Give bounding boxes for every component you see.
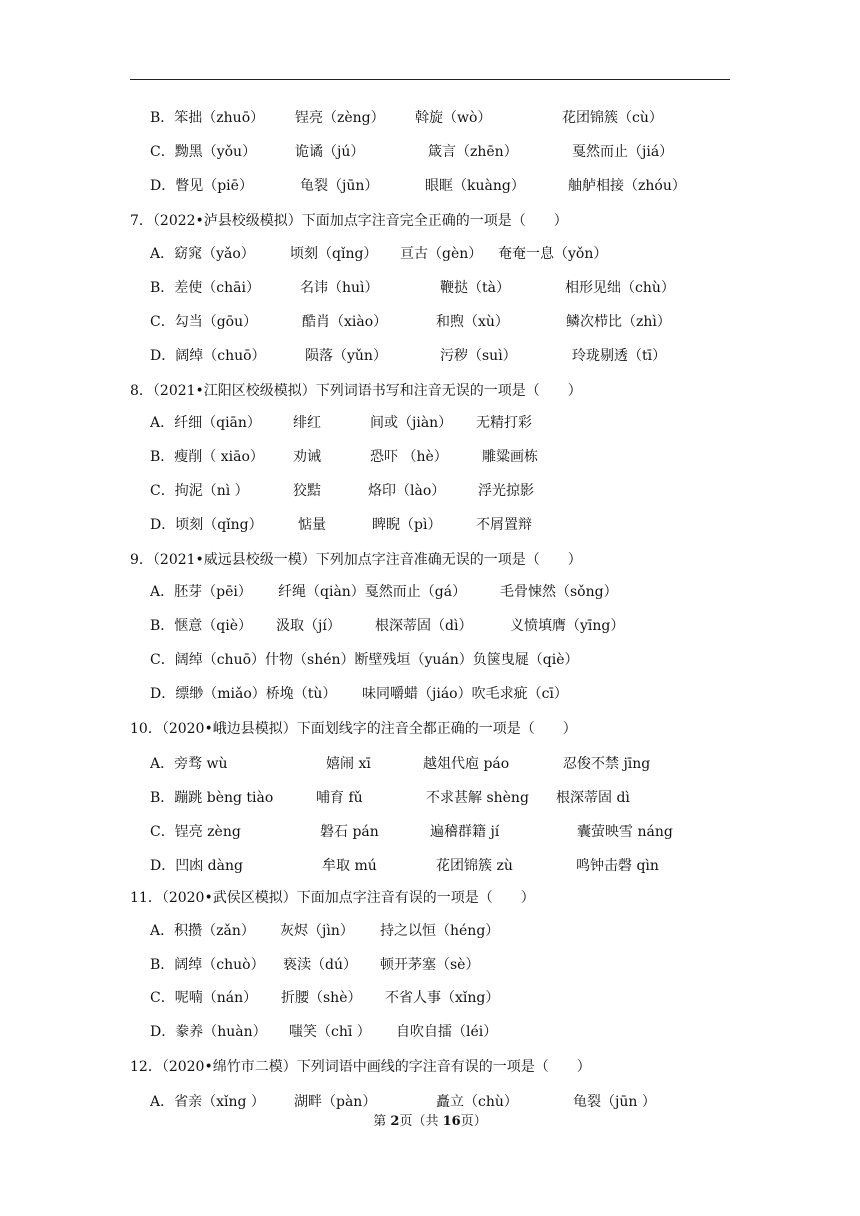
q10-b-1: B．蹦跳 bèng tiào bbox=[150, 790, 274, 806]
q10-c-2: 磐石 pán bbox=[320, 824, 379, 840]
q12-a-1: A．省亲（xǐng ） bbox=[150, 1094, 265, 1110]
q11-d-3: 自吹自擂（léi） bbox=[396, 1024, 498, 1040]
q10-d-3: 花团锦簇 zù bbox=[436, 858, 513, 874]
q7-b-3: 鞭挞（tà） bbox=[440, 280, 510, 296]
q11-c-1: C．呢喃（nán） bbox=[150, 990, 258, 1006]
q8-a-4: 无精打彩 bbox=[476, 415, 532, 431]
q7-a-4: 奄奄一息（yǒn） bbox=[498, 246, 608, 262]
q7-d-3: 污秽（suì） bbox=[440, 348, 517, 364]
q10-c-3: 遍稽群籍 jí bbox=[430, 824, 500, 840]
q8-d-1: D．顷刻（qǐng） bbox=[150, 517, 263, 533]
q7-a-3: 亘古（gèn） bbox=[400, 246, 483, 262]
q7-d-1: D．阔绰（chuō） bbox=[150, 348, 266, 364]
q11-a-2: 灰烬（jìn） bbox=[280, 923, 354, 939]
q11-d-1: D．豢养（huàn） bbox=[150, 1024, 267, 1040]
footer-mid: 页（共 bbox=[399, 1114, 443, 1129]
q11-d-2: 嗤笑（chī ） bbox=[289, 1024, 371, 1040]
q9-a-1: A．胚芽（pēi） bbox=[150, 584, 252, 600]
q11-c-3: 不省人事（xǐng） bbox=[385, 990, 500, 1006]
q9-b-4: 义愤填膺（yīng） bbox=[510, 618, 625, 634]
q6-b-4: 花团锦簇（cù） bbox=[562, 110, 663, 126]
q8-a-2: 绯红 bbox=[293, 415, 321, 431]
footer-pre: 第 bbox=[373, 1114, 391, 1129]
q7-stem: 7．（2022•泸县校级模拟）下面加点字注音完全正确的一项是（ ） bbox=[130, 213, 568, 229]
q10-b-2: 哺育 fǔ bbox=[316, 790, 363, 806]
q9-a-3: 毛骨悚然（sǒng） bbox=[500, 584, 618, 600]
q6-b-1: B．笨拙（zhuō） bbox=[150, 110, 265, 126]
footer-total-pages: 16 bbox=[442, 1114, 461, 1129]
q8-d-4: 不屑置辩 bbox=[476, 517, 532, 533]
q8-c-1: C．拘泥（nì ） bbox=[150, 483, 249, 499]
q8-b-1: B．瘦削（ xiāo） bbox=[150, 449, 264, 465]
q7-b-1: B．差使（chāi） bbox=[150, 280, 260, 296]
q10-c-1: C．锃亮 zèng bbox=[150, 824, 241, 840]
q7-d-4: 玲珑剔透（tī） bbox=[572, 348, 667, 364]
q8-d-3: 睥睨（pì） bbox=[372, 517, 442, 533]
footer-post: 页） bbox=[460, 1114, 487, 1129]
q9-b-1: B．惬意（qiè） bbox=[150, 618, 253, 634]
q11-c-2: 折腰（shè） bbox=[281, 990, 362, 1006]
q12-a-2: 湖畔（pàn） bbox=[294, 1094, 377, 1110]
q8-c-3: 烙印（lào） bbox=[368, 483, 446, 499]
q7-c-3: 和煦（xù） bbox=[436, 314, 509, 330]
q8-d-2: 惦量 bbox=[298, 517, 326, 533]
q7-b-2: 名讳（huì） bbox=[300, 280, 379, 296]
q10-a-1: A．旁骛 wù bbox=[150, 756, 228, 772]
q9-stem: 9．（2021•威远县校级一模）下列加点字注音准确无误的一项是（ ） bbox=[130, 552, 582, 568]
q6-c-2: 诡谲（jú） bbox=[295, 144, 365, 160]
q7-c-2: 酷肖（xiào） bbox=[302, 314, 388, 330]
q10-stem: 10．（2020•峨边县模拟）下面划线字的注音全都正确的一项是（ ） bbox=[130, 721, 577, 737]
q8-c-4: 浮光掠影 bbox=[478, 483, 534, 499]
q6-d-1: D．瞥见（piē） bbox=[150, 178, 253, 194]
q6-b-3: 斡旋（wò） bbox=[415, 110, 492, 126]
q11-b-3: 顿开茅塞（sè） bbox=[380, 957, 480, 973]
q9-d-1: D．缥缈（miǎo）桥堍（tù） bbox=[150, 686, 337, 702]
q10-a-2: 嬉闹 xī bbox=[326, 756, 371, 772]
q6-c-4: 戛然而止（jiá） bbox=[572, 144, 674, 160]
q10-d-4: 鸣钟击磬 qìn bbox=[576, 858, 659, 874]
q7-a-1: A．窈窕（yǎo） bbox=[150, 246, 255, 262]
q6-d-4: 舳舻相接（zhóu） bbox=[568, 178, 686, 194]
q7-d-2: 陨落（yǔn） bbox=[305, 348, 387, 364]
header-rule bbox=[130, 79, 730, 80]
q8-b-4: 雕粱画栋 bbox=[482, 449, 538, 465]
q6-d-3: 眼眶（kuàng） bbox=[425, 178, 525, 194]
q11-a-3: 持之以恒（héng） bbox=[380, 923, 500, 939]
q7-c-1: C．勾当（gōu） bbox=[150, 314, 258, 330]
q11-b-2: 亵渎（dú） bbox=[283, 957, 357, 973]
q6-c-3: 箴言（zhēn） bbox=[428, 144, 518, 160]
q8-stem: 8．（2021•江阳区校级模拟）下列词语书写和注音无误的一项是（ ） bbox=[130, 383, 582, 399]
q8-a-3: 间或（jiàn） bbox=[370, 415, 453, 431]
page-footer bbox=[0, 1110, 860, 1129]
q7-a-2: 顷刻（qǐng） bbox=[290, 246, 378, 262]
q6-c-1: C．黝黑（yǒu） bbox=[150, 144, 257, 160]
q10-b-4: 根深蒂固 dì bbox=[556, 790, 630, 806]
q8-a-1: A．纤细（qiān） bbox=[150, 415, 261, 431]
q10-c-4: 囊萤映雪 náng bbox=[577, 824, 673, 840]
q9-d-2: 味同嚼蜡（jiáo）吹毛求疵（cī） bbox=[362, 686, 568, 702]
q10-b-3: 不求甚解 shèng bbox=[426, 790, 529, 806]
q8-b-3: 恐吓 （hè） bbox=[370, 449, 448, 465]
q11-a-1: A．积攒（zǎn） bbox=[150, 923, 255, 939]
q6-d-2: 龟裂（jūn） bbox=[300, 178, 379, 194]
q9-b-2: 汲取（jí） bbox=[276, 618, 341, 634]
q10-d-2: 牟取 mú bbox=[322, 858, 377, 874]
q9-c-1: C．阔绰（chuō）什物（shén）断壁残垣（yuán）负箧曳屣（qiè） bbox=[150, 652, 579, 668]
q9-b-3: 根深蒂固（dì） bbox=[375, 618, 473, 634]
q11-b-1: B．阔绰（chuò） bbox=[150, 957, 265, 973]
q9-a-2: 纤绳（qiàn）戛然而止（gá） bbox=[278, 584, 467, 600]
q8-b-2: 劝诫 bbox=[293, 449, 321, 465]
q7-b-4: 相形见绌（chù） bbox=[565, 280, 675, 296]
q10-d-1: D．凹凼 dàng bbox=[150, 858, 243, 874]
q12-a-4: 龟裂（jūn ） bbox=[573, 1094, 656, 1110]
q10-a-4: 忍俊不禁 jīng bbox=[563, 756, 651, 772]
q8-c-2: 狡黠 bbox=[293, 483, 321, 499]
footer-page-number: 2 bbox=[390, 1114, 400, 1129]
q12-a-3: 矗立（chù） bbox=[436, 1094, 518, 1110]
q12-stem: 12．（2020•绵竹市二模）下列词语中画线的字注音有误的一项是（ ） bbox=[130, 1059, 591, 1075]
q10-a-3: 越俎代庖 páo bbox=[423, 756, 510, 772]
q11-stem: 11．（2020•武侯区模拟）下面加点字注音有误的一项是（ ） bbox=[130, 890, 535, 906]
q6-b-2: 锃亮（zèng） bbox=[295, 110, 385, 126]
q7-c-4: 鳞次栉比（zhì） bbox=[566, 314, 671, 330]
